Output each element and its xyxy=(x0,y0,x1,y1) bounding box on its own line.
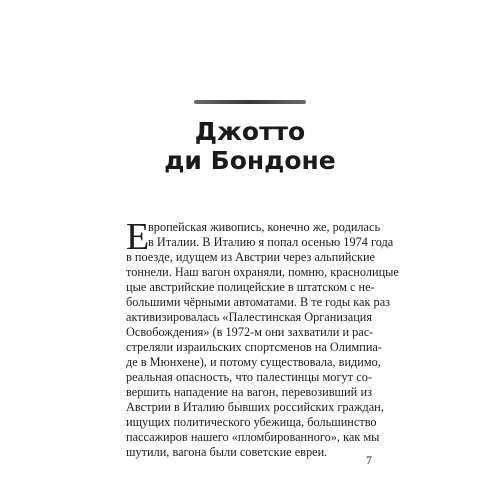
text-line: вершить нападение на вагон, перевозивший из xyxy=(126,385,372,399)
text-line: де в Мюнхене), и потому существовала, видимо, xyxy=(126,355,381,369)
text-line: ищущих политического убежища, большинство xyxy=(126,415,377,429)
drop-cap-letter: Е xyxy=(126,216,150,258)
text-line: в Италии. В Италию я попал осенью 1974 года xyxy=(148,235,394,249)
text-line: пассажиров нашего «пломбированного», как мы xyxy=(126,430,380,444)
text-line: большими чёрными автоматами. В те годы как раз xyxy=(126,295,391,309)
text-line: реальная опасность, что палестинцы могут со- xyxy=(126,370,372,384)
chapter-title-line-2: ди Бондоне xyxy=(164,146,336,175)
text-line: активизировалась «Палестинская Организация xyxy=(126,310,373,324)
text-line: в поезде, идущем из Австрии через альпийские xyxy=(126,250,375,264)
text-line: цые австрийские полицейские в штатском с не- xyxy=(126,280,375,294)
page-number: 7 xyxy=(366,453,372,467)
text-line: тоннели. Наш вагон охраняли, помню, краснолицые xyxy=(126,265,399,279)
chapter-ornament-rule xyxy=(194,100,306,104)
text-line: шутили, вагона были советские евреи. xyxy=(126,445,328,459)
chapter-title-line-1: Джотто xyxy=(194,117,306,146)
text-line: Австрии в Италию бывших российских граждан, xyxy=(126,400,384,414)
text-line: Освобождения» (в 1972-м они захватили и рас- xyxy=(126,325,374,339)
text-line: вропейская живопись, конечно же, родилась xyxy=(148,220,381,234)
text-line: стреляли израильских спортсменов на Олимпиа- xyxy=(126,340,382,354)
